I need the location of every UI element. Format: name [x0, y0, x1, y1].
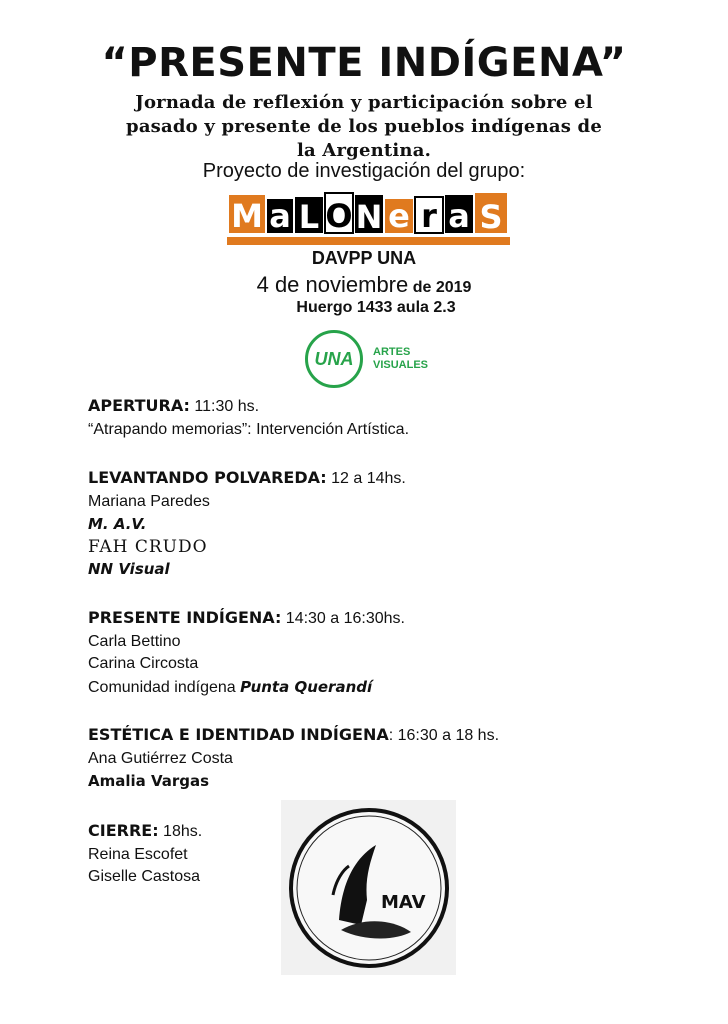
- section-time: 11:30 hs.: [189, 398, 260, 415]
- community-name: Punta Querandí: [240, 677, 373, 696]
- participant: NN Visual: [88, 560, 170, 578]
- section-time: 14:30 a 16:30hs.: [281, 610, 405, 627]
- svg-text:M: M: [231, 197, 263, 235]
- section-detail: “Atrapando memorias”: Intervención Artística.: [88, 420, 410, 438]
- section-time: 12 a 14hs.: [326, 470, 406, 487]
- description-line: Jornada de reflexión y participación sobre el: [135, 92, 593, 113]
- event-address: Huergo 1433 aula 2.3: [296, 299, 456, 316]
- section-heading: PRESENTE INDÍGENA:: [88, 608, 282, 627]
- participant: Ana Gutiérrez Costa: [88, 749, 233, 767]
- description-line: pasado y presente de los pueblos indígenas de: [126, 116, 602, 137]
- section-presente: [88, 607, 405, 699]
- section-heading: LEVANTANDO POLVAREDA:: [88, 468, 327, 487]
- date-main: 4 de noviembre: [256, 272, 409, 297]
- section-heading: CIERRE:: [88, 821, 159, 840]
- description-line: la Argentina.: [296, 140, 432, 161]
- participant: Mariana Paredes: [88, 492, 210, 510]
- svg-text:S: S: [479, 198, 503, 236]
- section-time: 18hs.: [158, 823, 203, 840]
- svg-text:e: e: [388, 197, 410, 235]
- participant: M. A.V.: [88, 515, 147, 533]
- section-heading: APERTURA:: [88, 396, 190, 415]
- svg-text:a: a: [269, 197, 291, 235]
- svg-text:O: O: [325, 197, 353, 235]
- svg-text:L: L: [298, 198, 320, 236]
- seal-lettering: MAV: [381, 892, 426, 913]
- page-title: “PRESENTE INDÍGENA”: [101, 40, 627, 86]
- una-line: VISUALES: [373, 359, 429, 371]
- department-label: DAVPP UNA: [311, 248, 417, 268]
- participant: Reina Escofet: [88, 845, 188, 863]
- mav-seal-image: [281, 800, 456, 975]
- section-time: : 16:30 a 18 hs.: [388, 727, 500, 744]
- una-line: ARTES: [373, 346, 411, 358]
- svg-text:N: N: [355, 198, 383, 236]
- una-circle-icon: UNA: [305, 330, 363, 388]
- date-year: de 2019: [408, 279, 472, 296]
- participant: Amalia Vargas: [88, 772, 210, 790]
- maloneras-logo: [227, 187, 510, 247]
- section-cierre: [88, 820, 202, 889]
- section-estetica: [88, 724, 499, 793]
- event-date: [0, 272, 728, 298]
- project-label: Proyecto de investigación del grupo:: [202, 160, 526, 182]
- section-heading: ESTÉTICA E IDENTIDAD INDÍGENA: [88, 725, 389, 744]
- event-description: [0, 91, 728, 163]
- participant: FAH CRUDO: [88, 536, 208, 557]
- participant: Comunidad indígena: [88, 678, 241, 696]
- participant: Carina Circosta: [88, 655, 199, 672]
- svg-text:a: a: [448, 197, 470, 235]
- participant: Giselle Castosa: [88, 868, 201, 885]
- svg-text:r: r: [421, 197, 437, 235]
- participant: Carla Bettino: [88, 632, 181, 650]
- una-artes-visuales-logo: [305, 330, 428, 388]
- section-levantando: [88, 467, 406, 581]
- section-apertura: [88, 395, 409, 441]
